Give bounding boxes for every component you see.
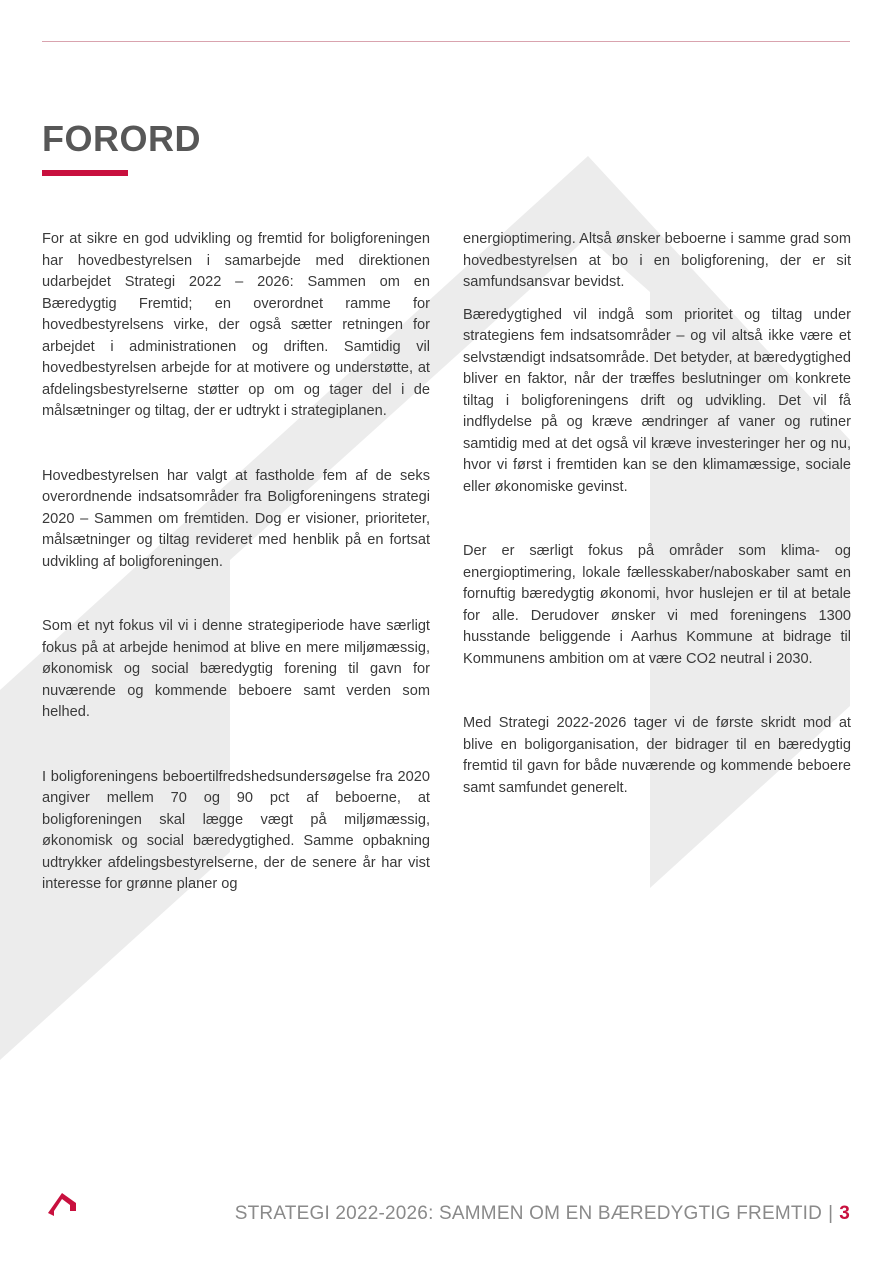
house-roof-logo-icon — [46, 1189, 78, 1221]
title-underline — [42, 170, 128, 176]
paragraph: Der er særligt fokus på områder som klima- og energioptimering, lokale fællesskaber/naboskaber samt en fornuftig bæredygtig økonomi, hvor huslejen er til at betale for alle. Derudover ønsker vi med foreningens 1300 husstande beliggende i Aarhus Kommune at bidrage til Kommunens ambition om at være CO2 neutral i 2030. — [463, 543, 851, 667]
footer — [235, 1203, 850, 1225]
page-title: FORORD — [42, 118, 201, 159]
footer-running-title: STRATEGI 2022-2026: SAMMEN OM EN BÆREDYGTIG FREMTID — [234, 1203, 823, 1224]
paragraph: I boligforeningens beboertilfredshedsundersøgelse fra 2020 angiver mellem 70 og 90 pct af beboerne, at boligforeningen skal lægge vægt på miljømæssig, økonomisk og social bæredygtighed. Samme opbakning udtrykker afdelingsbestyrelserne, der de senere år har vist interesse for grønne planer og — [42, 768, 430, 892]
paragraph: For at sikre en god udvikling og fremtid for boligforeningen har hovedbestyrelsen i samarbejde med direktionen udarbejdet Strategi 2022 – 2026: Sammen om en Bæredygtig Fremtid; en overordnet ramme for hovedbestyrelsens virke, der også sætter retningen for arbejdet i administrationen og driften. Samtidig vil hovedbestyrelsen arbejde for at motivere og understøtte, at afdelingsbestyrelserne støtter op om og tager del i de målsætninger og tiltag, der er udtrykt i strategiplanen. — [42, 231, 430, 419]
paragraph: energioptimering. Altså ønsker beboerne i samme grad som hovedbestyrelsen at bo i en boligforening, der er sit samfundsansvar bevidst. — [463, 231, 851, 290]
paragraph: Med Strategi 2022-2026 tager vi de første skridt mod at blive en boligorganisation, der bidrager til en bæredygtig fremtid til gavn for både nuværende og kommende beboere samt samfundet generelt. — [463, 715, 851, 796]
left-column — [42, 229, 430, 896]
right-column — [463, 229, 851, 799]
page-number: 3 — [839, 1203, 850, 1224]
paragraph: Som et nyt fokus vil vi i denne strategiperiode have særligt fokus på at arbejde henimod at blive en mere miljømæssig, økonomisk og social bæredygtig forening til gavn for nuværende og kommende beboere samt verden som helhed. — [42, 618, 430, 720]
paragraph: Bæredygtighed vil indgå som prioritet og tiltag under strategiens fem indsatsområder – og vil altså ikke være et selvstændigt indsatsområde. Det betyder, at bæredygtighed bliver en faktor, når der træffes beslutninger om konkrete tiltag i boligforeningens drift og udvikling. Det vil få indflydelse på og kræve ændringer af vaner og rutiner samtidig med at det også vil kræve investeringer her og nu, hvor vi først i fremtiden kan se den klimamæssige, sociale eller økonomiske gevinst. — [463, 306, 851, 495]
footer-separator: | — [828, 1203, 834, 1224]
top-rule — [42, 41, 850, 42]
paragraph: Hovedbestyrelsen har valgt at fastholde fem af de seks overordnende indsatsområder fra Boligforeningens strategi 2020 – Sammen om fremtiden. Dog er visioner, prioriteter, målsætninger og tiltag revideret med henblik på en fortsat udvikling af boligforeningen. — [42, 467, 430, 570]
